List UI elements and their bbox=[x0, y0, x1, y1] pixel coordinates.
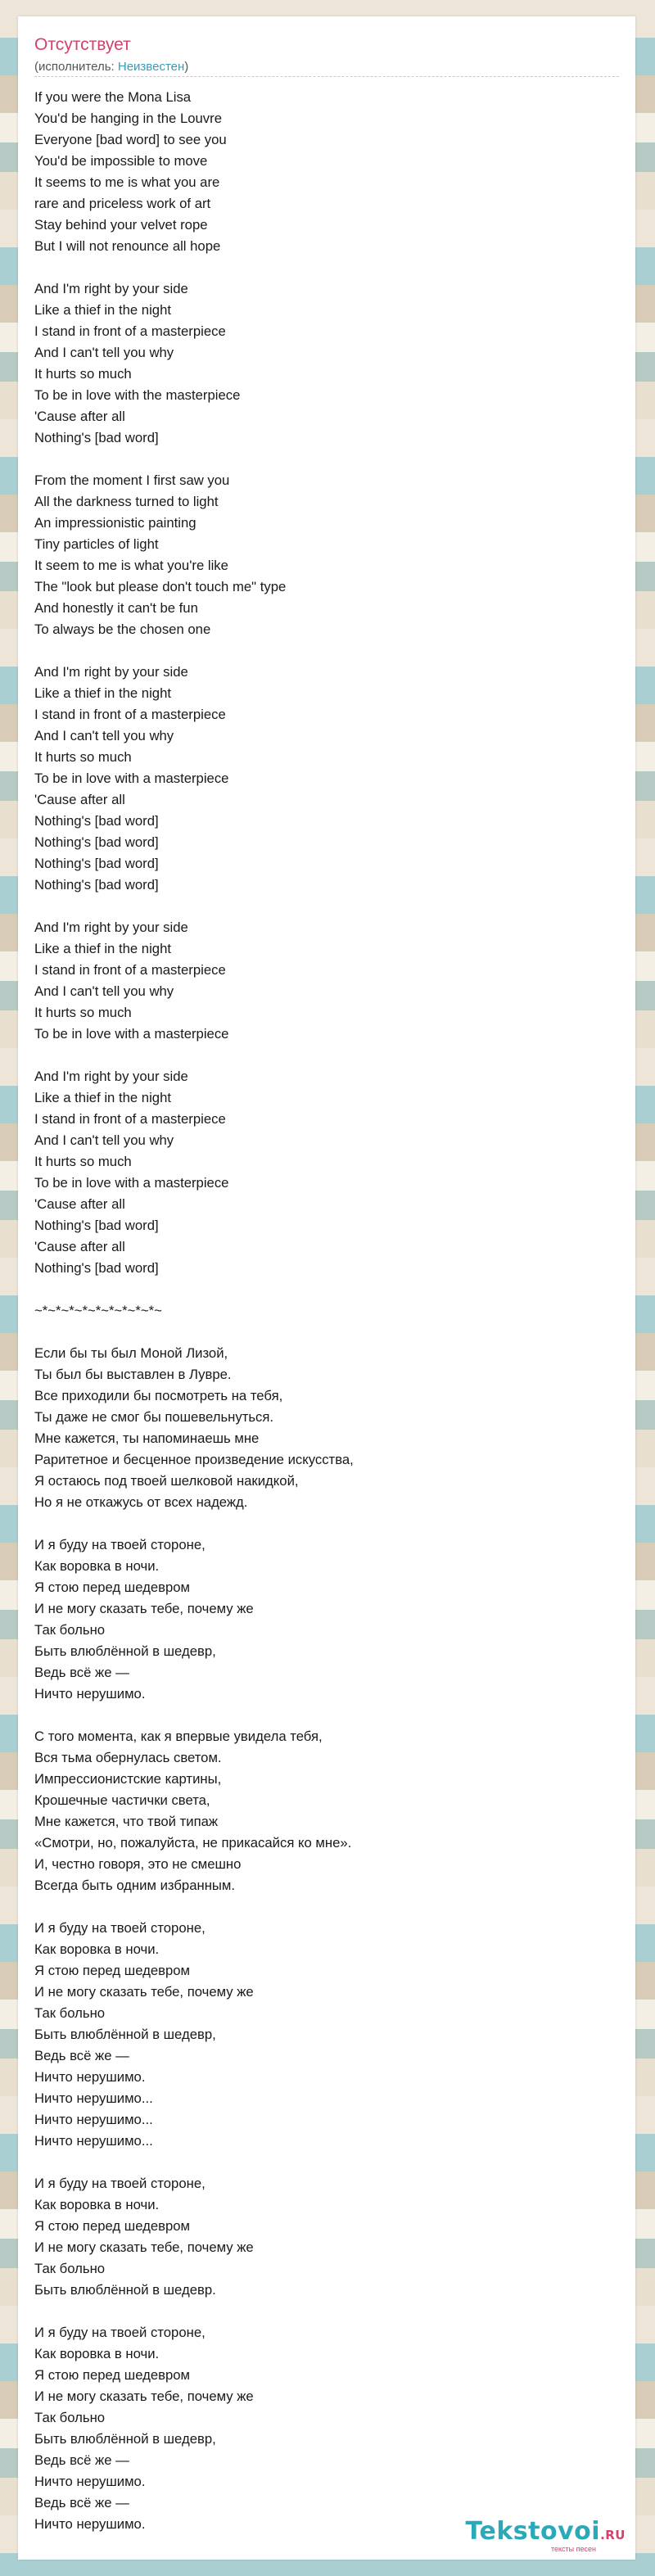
lyric-line: It seem to me is what you're like bbox=[34, 558, 228, 573]
lyric-line: Ты был бы выставлен в Лувре. bbox=[34, 1367, 232, 1382]
lyric-line: Like a thief in the night bbox=[34, 1090, 171, 1105]
lyric-line: Как воровка в ночи. bbox=[34, 1558, 160, 1574]
lyric-line: I stand in front of a masterpiece bbox=[34, 707, 226, 722]
lyric-line: Ничто нерушимо. bbox=[34, 2516, 146, 2532]
lyric-line: Ведь всё же — bbox=[34, 2495, 129, 2510]
lyric-line: 'Cause after all bbox=[34, 1196, 125, 1212]
lyric-line: And I can't tell you why bbox=[34, 345, 174, 360]
lyric-line: Раритетное и бесценное произведение искусства, bbox=[34, 1452, 354, 1467]
lyric-line: You'd be impossible to move bbox=[34, 153, 208, 169]
lyric-line: Импрессионистские картины, bbox=[34, 1771, 222, 1787]
lyrics-stanza bbox=[34, 470, 619, 640]
lyric-line: Если бы ты был Моной Лизой, bbox=[34, 1345, 228, 1361]
lyric-line: Nothing's [bad word] bbox=[34, 856, 159, 871]
lyric-line: И не могу сказать тебе, почему же bbox=[34, 1601, 254, 1616]
lyric-line: Как воровка в ночи. bbox=[34, 2346, 160, 2361]
performer-prefix: (исполнитель: bbox=[34, 60, 118, 74]
lyrics-stanza bbox=[34, 662, 619, 896]
lyric-line: 'Cause after all bbox=[34, 1239, 125, 1254]
lyric-line: Like a thief in the night bbox=[34, 685, 171, 701]
lyric-line: And I'm right by your side bbox=[34, 281, 188, 296]
lyric-line: The "look but please don't touch me" type bbox=[34, 579, 287, 594]
lyric-line: Everyone [bad word] to see you bbox=[34, 132, 227, 147]
lyric-line: Так больно bbox=[34, 2261, 106, 2276]
performer-line bbox=[34, 61, 188, 73]
lyric-line: Ничто нерушимо. bbox=[34, 2069, 146, 2085]
lyric-line: Tiny particles of light bbox=[34, 536, 159, 552]
lyric-line: Все приходили бы посмотреть на тебя, bbox=[34, 1388, 283, 1403]
lyric-line: Ты даже не смог бы пошевельнуться. bbox=[34, 1409, 274, 1425]
lyric-line: Nothing's [bad word] bbox=[34, 430, 159, 445]
lyric-line: If you were the Mona Lisa bbox=[34, 89, 192, 105]
lyric-line: И, честно говоря, это не смешно bbox=[34, 1856, 242, 1872]
lyric-line: И не могу сказать тебе, почему же bbox=[34, 2239, 254, 2255]
lyric-line: Nothing's [bad word] bbox=[34, 813, 159, 829]
lyric-line: Ведь всё же — bbox=[34, 2048, 129, 2063]
lyrics-stanza bbox=[34, 2322, 619, 2535]
lyric-line: And I can't tell you why bbox=[34, 728, 174, 743]
lyric-line: And I'm right by your side bbox=[34, 920, 188, 935]
lyrics-stanza bbox=[34, 1534, 619, 1705]
lyric-line: Stay behind your velvet rope bbox=[34, 217, 208, 233]
lyric-line: Крошечные частички света, bbox=[34, 1792, 210, 1808]
lyric-line: И не могу сказать тебе, почему же bbox=[34, 2388, 254, 2404]
lyric-line: Быть влюблённой в шедевр, bbox=[34, 2431, 216, 2447]
lyric-line: И я буду на твоей стороне, bbox=[34, 2325, 206, 2340]
logo-tagline: тексты песен bbox=[550, 2545, 596, 2553]
lyric-line: Like a thief in the night bbox=[34, 941, 171, 956]
lyric-line: Но я не откажусь от всех надежд. bbox=[34, 1494, 248, 1510]
lyric-line: It hurts so much bbox=[34, 366, 132, 382]
lyric-line: Так больно bbox=[34, 2005, 106, 2021]
lyric-line: And I can't tell you why bbox=[34, 983, 174, 999]
lyric-line: You'd be hanging in the Louvre bbox=[34, 111, 222, 126]
performer-suffix: ) bbox=[184, 60, 189, 74]
artist-link[interactable]: Неизвестен bbox=[117, 60, 185, 74]
lyric-line: «Смотри, но, пожалуйста, не прикасайся ко мне». bbox=[34, 1835, 352, 1851]
lyric-line: Я стою перед шедевром bbox=[34, 1963, 191, 1978]
lyric-line: To be in love with a masterpiece bbox=[34, 1175, 229, 1191]
lyric-line: I stand in front of a masterpiece bbox=[34, 323, 226, 339]
header-divider bbox=[34, 76, 619, 77]
lyric-line: Ничто нерушимо. bbox=[34, 2474, 146, 2489]
lyric-line: Nothing's [bad word] bbox=[34, 1260, 159, 1276]
lyric-line: rare and priceless work of art bbox=[34, 196, 211, 211]
lyric-line: Так больно bbox=[34, 1622, 106, 1638]
lyric-line: It seems to me is what you are bbox=[34, 174, 220, 190]
lyrics-card bbox=[18, 16, 635, 2560]
lyric-line: И я буду на твоей стороне, bbox=[34, 2176, 206, 2191]
lyric-line: And I'm right by your side bbox=[34, 664, 188, 680]
lyric-line: ~*~*~*~*~*~*~*~*~*~ bbox=[34, 1303, 162, 1318]
lyric-line: Быть влюблённой в шедевр. bbox=[34, 2282, 216, 2298]
lyric-line: To be in love with a masterpiece bbox=[34, 1026, 229, 1042]
site-logo[interactable] bbox=[465, 2517, 626, 2553]
lyric-line: An impressionistic painting bbox=[34, 515, 196, 531]
lyric-line: Nothing's [bad word] bbox=[34, 834, 159, 850]
lyrics-stanza bbox=[34, 1726, 619, 1896]
logo-tld: .RU bbox=[600, 2528, 626, 2542]
lyric-line: To be in love with a masterpiece bbox=[34, 771, 229, 786]
lyrics-stanza bbox=[34, 917, 619, 1045]
lyric-line: Ничто нерушимо. bbox=[34, 1686, 146, 1702]
lyric-line: And I can't tell you why bbox=[34, 1132, 174, 1148]
lyric-line: 'Cause after all bbox=[34, 792, 125, 807]
lyric-line: Быть влюблённой в шедевр, bbox=[34, 1643, 216, 1659]
lyric-line: Like a thief in the night bbox=[34, 302, 171, 318]
lyrics-stanza bbox=[34, 1300, 619, 1322]
lyric-line: Ничто нерушимо... bbox=[34, 2090, 153, 2106]
lyrics-stanza bbox=[34, 1343, 619, 1513]
lyric-line: Как воровка в ночи. bbox=[34, 1941, 160, 1957]
lyric-line: Я остаюсь под твоей шелковой накидкой, bbox=[34, 1473, 299, 1489]
lyrics-stanza bbox=[34, 1918, 619, 2152]
lyric-line: Я стою перед шедевром bbox=[34, 2218, 191, 2234]
lyrics-text bbox=[34, 87, 619, 2535]
lyric-line: Так больно bbox=[34, 2410, 106, 2425]
lyric-line: Мне кажется, ты напоминаешь мне bbox=[34, 1430, 260, 1446]
logo-name: Tekstovoi bbox=[465, 2517, 601, 2546]
lyric-line: Ничто нерушимо... bbox=[34, 2112, 153, 2127]
lyric-line: Быть влюблённой в шедевр, bbox=[34, 2027, 216, 2042]
lyric-line: Я стою перед шедевром bbox=[34, 1579, 191, 1595]
lyrics-stanza bbox=[34, 278, 619, 449]
lyric-line: И я буду на твоей стороне, bbox=[34, 1920, 206, 1936]
lyric-line: It hurts so much bbox=[34, 1154, 132, 1169]
lyric-line: And honestly it can't be fun bbox=[34, 600, 198, 616]
lyric-line: Мне кажется, что твой типаж bbox=[34, 1814, 219, 1829]
lyric-line: It hurts so much bbox=[34, 1005, 132, 1020]
lyric-line: But I will not renounce all hope bbox=[34, 238, 221, 254]
lyric-line: Всегда быть одним избранным. bbox=[34, 1878, 236, 1893]
lyric-line: И не могу сказать тебе, почему же bbox=[34, 1984, 254, 2000]
logo-wordmark bbox=[465, 2517, 626, 2546]
lyric-line: To be in love with the masterpiece bbox=[34, 387, 241, 403]
lyric-line: 'Cause after all bbox=[34, 409, 125, 424]
lyric-line: Ничто нерушимо... bbox=[34, 2133, 153, 2149]
lyric-line: To always be the chosen one bbox=[34, 621, 211, 637]
lyric-line: From the moment I first saw you bbox=[34, 472, 230, 488]
lyric-line: С того момента, как я впервые увидела тебя, bbox=[34, 1729, 323, 1744]
song-title: Отсутствует bbox=[34, 35, 131, 54]
lyric-line: Как воровка в ночи. bbox=[34, 2197, 160, 2212]
lyric-line: And I'm right by your side bbox=[34, 1069, 188, 1084]
lyric-line: Я стою перед шедевром bbox=[34, 2367, 191, 2383]
lyric-line: Nothing's [bad word] bbox=[34, 1218, 159, 1233]
lyrics-stanza bbox=[34, 1066, 619, 1279]
lyric-line: И я буду на твоей стороне, bbox=[34, 1537, 206, 1552]
lyric-line: It hurts so much bbox=[34, 749, 132, 765]
lyrics-stanza bbox=[34, 87, 619, 257]
lyric-line: Ведь всё же — bbox=[34, 2452, 129, 2468]
lyric-line: Nothing's [bad word] bbox=[34, 877, 159, 893]
lyric-line: I stand in front of a masterpiece bbox=[34, 1111, 226, 1127]
lyric-line: All the darkness turned to light bbox=[34, 494, 219, 509]
lyric-line: Ведь всё же — bbox=[34, 1665, 129, 1680]
lyric-line: Вся тьма обернулась светом. bbox=[34, 1750, 222, 1765]
lyric-line: I stand in front of a masterpiece bbox=[34, 962, 226, 978]
lyrics-stanza bbox=[34, 2173, 619, 2301]
